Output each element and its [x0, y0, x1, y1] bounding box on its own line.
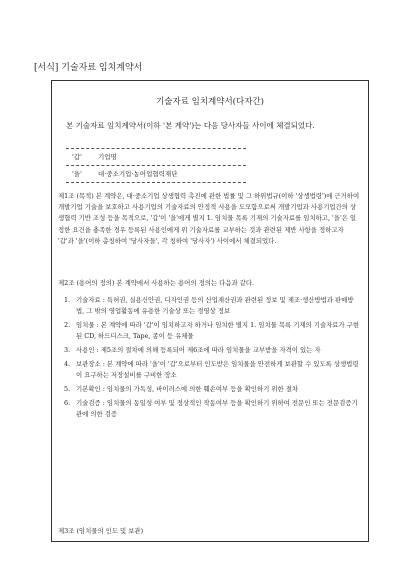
item-number: 4. [64, 360, 71, 368]
party-value: 대·중소기업·농어업협력재단 [98, 170, 178, 178]
item-number: 2. [64, 321, 71, 329]
definition-item [64, 384, 360, 395]
definitions-list [64, 295, 360, 423]
party-row [66, 149, 246, 165]
party-key: '을' [72, 170, 82, 178]
item-number: 1. [64, 296, 71, 304]
item-text: 기술자료 : 특허권, 실용신안권, 디자인권 등의 산업재산권과 관련된 정보 및 제조·생산방법과 판매방법, 그 밖의 영업활동에 유용한 기술상 또는 경영상 정보 [76, 296, 354, 315]
document-title: 기술자료 임치계약서(다자간) [156, 97, 264, 107]
intro-text: 본 기술자료 임치계약서(이하 '본 계약')는 다음 당사자들 사이에 체결되었다. [66, 121, 315, 130]
item-number: 6. [64, 399, 71, 407]
parties-table [66, 148, 246, 183]
item-text: 기본확인 : 임치물의 가독성, 바이러스에 의한 훼손여부 등을 확인하기 위한 절차 [76, 385, 299, 393]
definition-item [64, 359, 360, 381]
article-2-heading: 제2조 (용어의 정의) 본 계약에서 사용하는 용어의 정의는 다음과 같다. [58, 279, 255, 287]
document-frame [51, 80, 369, 542]
item-text: 임치물 : 본 계약에 따라 '갑'이 임치하고자 하거나 임치한 별지 1. 임치물 목록 기재의 기술자료가 구현된 CD, 하드디스크, Tape, 종이 등 유체물 [76, 321, 359, 340]
party-key: '갑' [72, 153, 82, 161]
party-value: 기업명 [98, 153, 117, 161]
item-text: 기술검증 : 임치물의 동일성 여부 및 정상적인 작동여부 등을 확인하기 위하여 전문인 또는 전문검증기관에 의한 검증 [76, 399, 358, 418]
form-label: [서식] 기술자료 임치계약서 [34, 63, 143, 73]
article-3-heading: 제3조 (임치물의 인도 및 보관) [58, 527, 144, 535]
party-row [66, 166, 246, 182]
definition-item [64, 320, 360, 342]
definition-item [64, 295, 360, 317]
item-text: 사용인 : 제5조의 절차에 의해 등록되어 제6조에 따라 임치물을 교부받을 자격이 있는 자 [76, 346, 321, 354]
divider [66, 182, 246, 183]
item-text: 보관장소 : 본 계약에 따라 '을'이 '갑'으로부터 인도받은 임치물을 안전하게 보관할 수 있도록 상생법령이 요구하는 저장설비를 구비한 장소 [76, 360, 359, 379]
definition-item [64, 345, 360, 356]
item-number: 5. [64, 385, 71, 393]
definition-item [64, 398, 360, 420]
item-number: 3. [64, 346, 71, 354]
article-1: 제1조 (목적) 본 계약은, 대·중소기업 상생협력 촉진에 관한 법률 및 그 하위법규(이하 '상생법령')에 근거하여 개발기업 기술을 보호하고 사용기업의 기술자료의 안정적 사용을 도모함으로써 개발기업과 사용기업간의 상생협력 기반 조성 등을 목적으로, '갑'이 '을'에게 별지 1. 임치물 목록 기재의 기술자료를 임치하고, '을'은 일정한 요건을 충족한 경우 등록된 사용인에게 위 기술자료를 교부하는 것과 관련된 제반 사항을 정하고자 '갑'과 '을'(이하 총칭하여 '당사자들', 각 칭하여 '당사자') 사이에서 체결되었다. [58, 192, 360, 245]
